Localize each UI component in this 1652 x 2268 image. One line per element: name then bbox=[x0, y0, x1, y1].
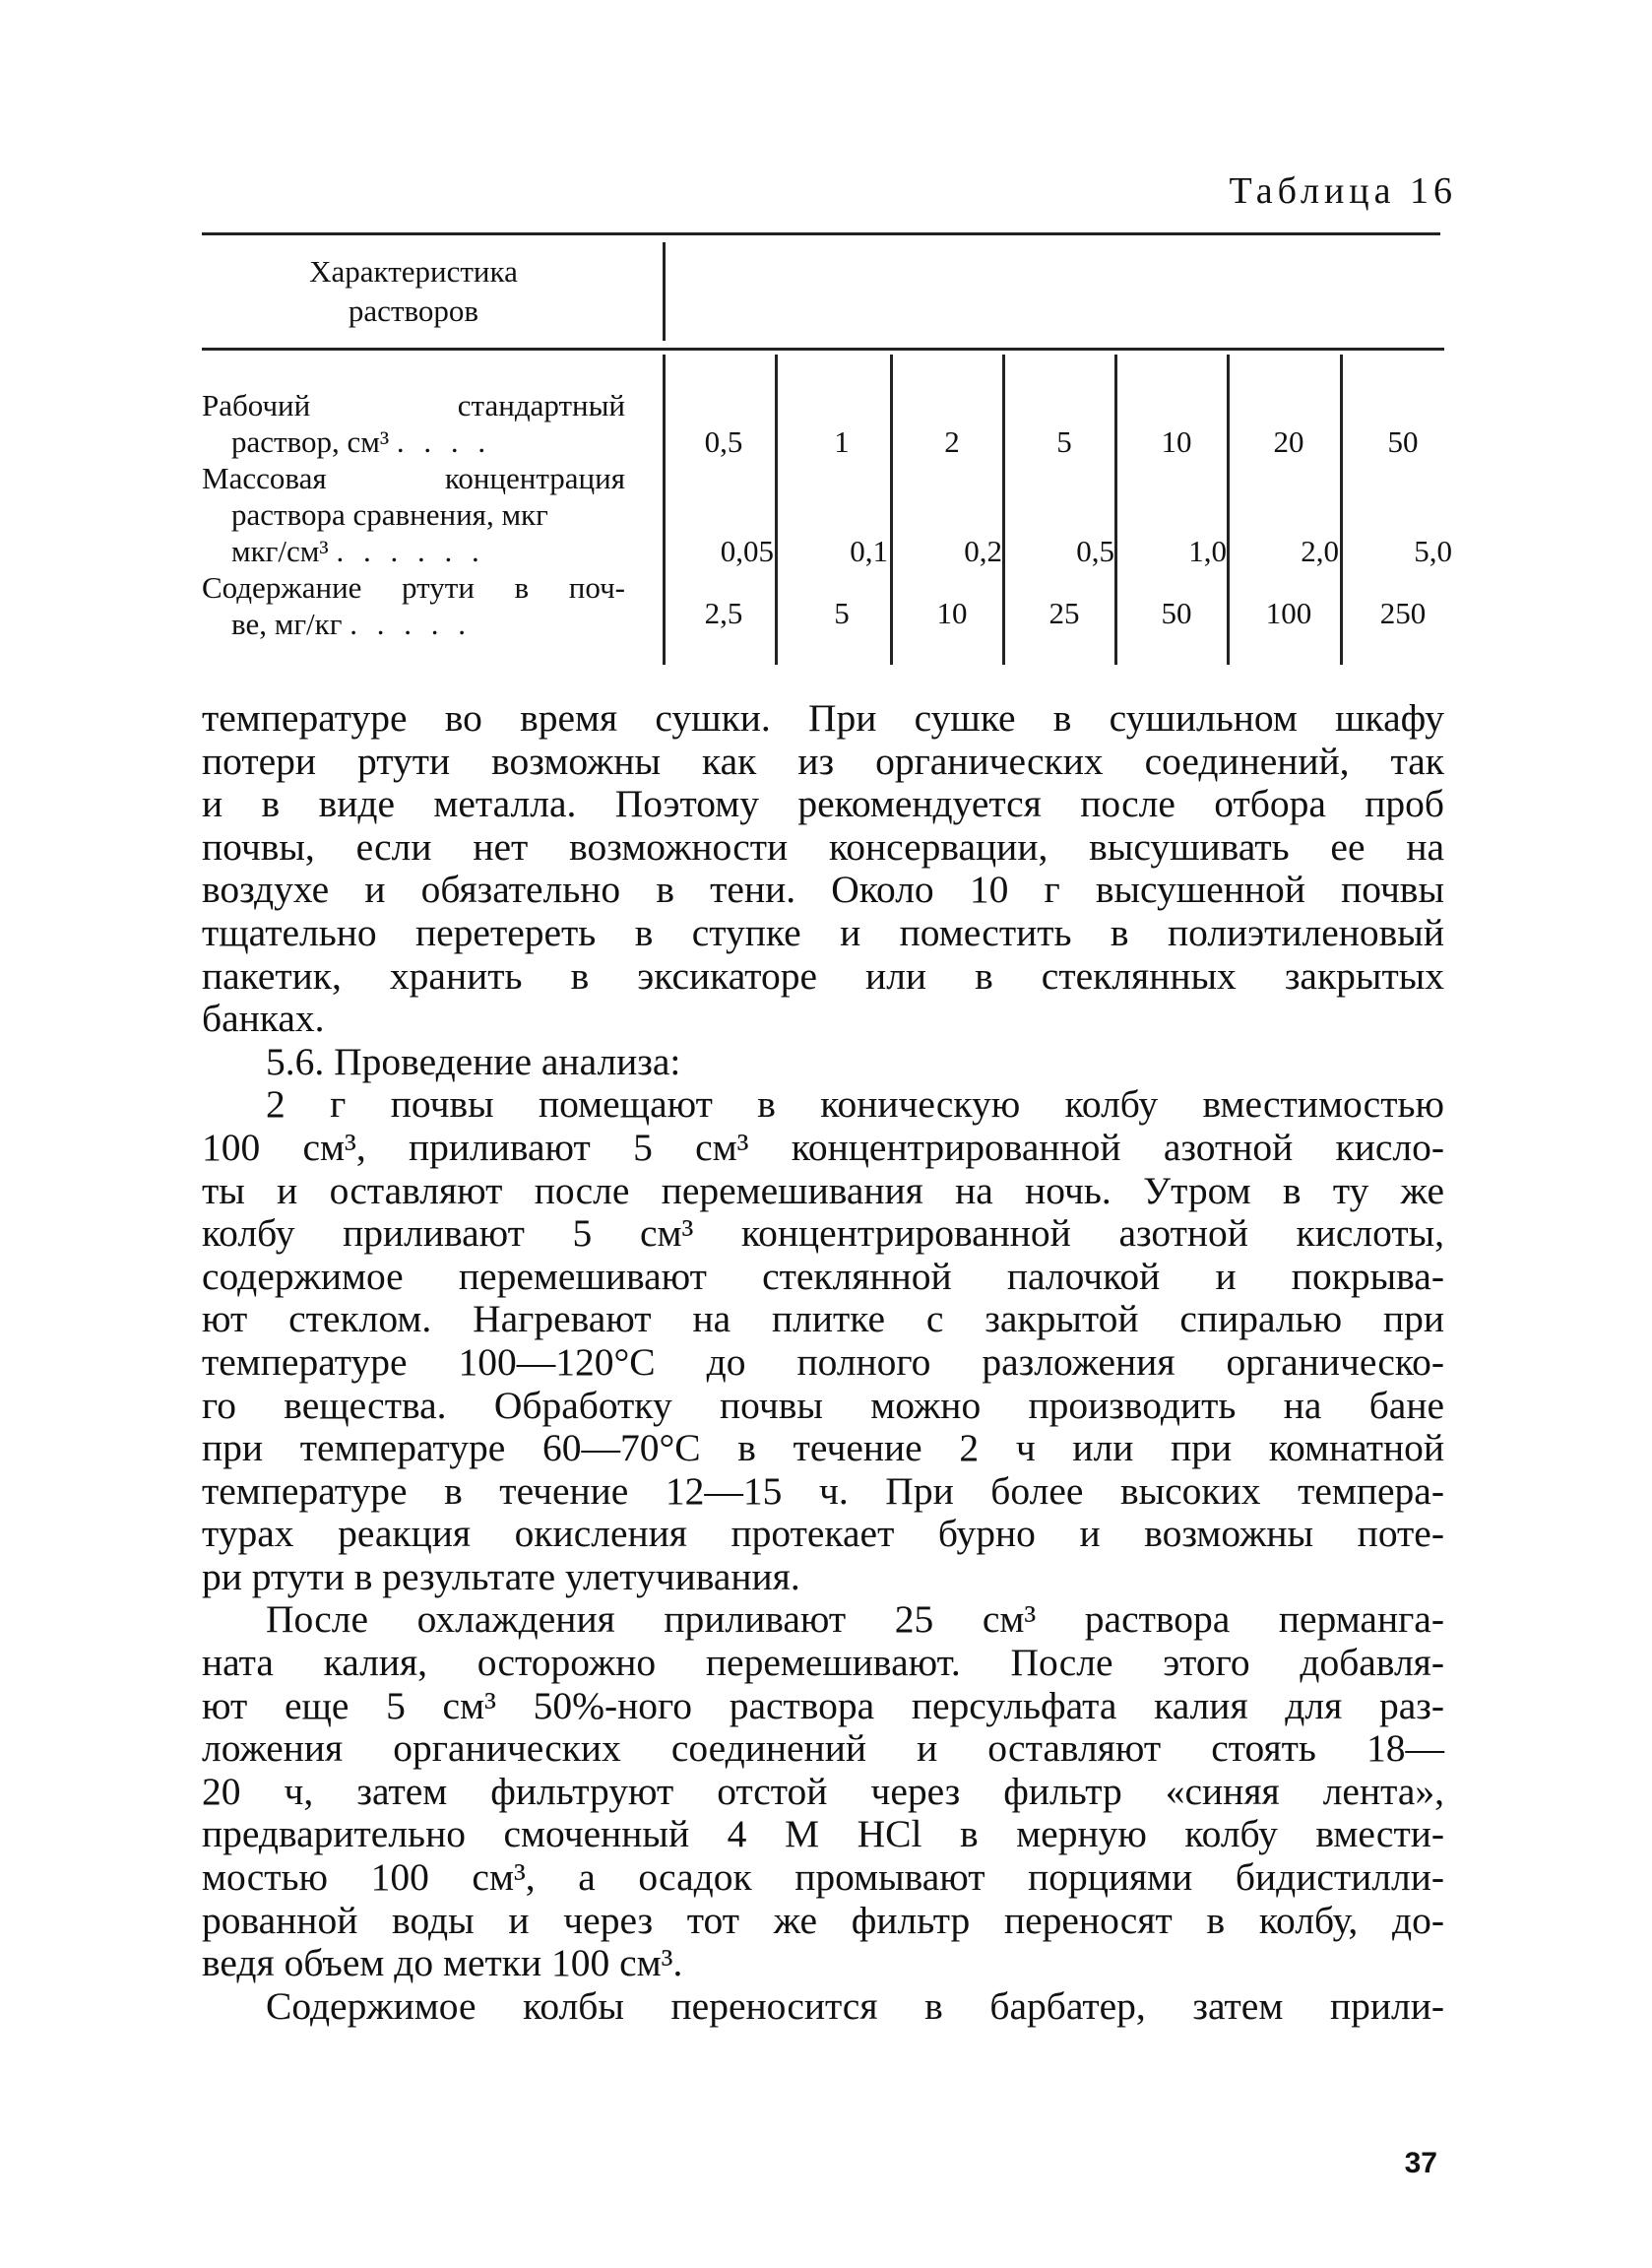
table-cell: 10 bbox=[1161, 424, 1192, 459]
body-line: турах реакция окисления протекает бурно и возможны поте- bbox=[202, 1512, 1444, 1556]
body-line: ты и оставляют после перемешивания на ночь. Утром в ту же bbox=[202, 1168, 1444, 1212]
table-caption: Таблица 16 bbox=[1229, 170, 1457, 212]
section-heading: 5.6. Проведение анализа: bbox=[266, 1039, 681, 1083]
body-line: 2 г почвы помещают в коническую колбу вместимостью bbox=[266, 1082, 1444, 1127]
row-label-line: Массовая концентрация bbox=[202, 461, 625, 495]
header-label-line-1: Характеристика bbox=[309, 254, 518, 289]
header-label-line-2: растворов bbox=[348, 293, 479, 328]
table-cell: 2,5 bbox=[704, 596, 743, 630]
page-number: 37 bbox=[1404, 2147, 1437, 2179]
table-row-label bbox=[202, 460, 625, 569]
table-cell: 10 bbox=[936, 596, 968, 630]
table-cell: 0,5 bbox=[1076, 534, 1114, 568]
body-line: колбу приливают 5 см³ концентрированной азотной кислоты, bbox=[202, 1211, 1444, 1256]
table-col-divider bbox=[663, 355, 666, 665]
table-cell: 0,1 bbox=[850, 534, 888, 568]
table-cell: 25 bbox=[1048, 596, 1080, 630]
table-header-rule bbox=[202, 348, 1444, 351]
table-cell: 0,5 bbox=[704, 424, 743, 459]
table-row-label bbox=[202, 569, 625, 642]
body-line: почвы, если нет возможности консервации, высушивать ее на bbox=[202, 824, 1444, 869]
table-top-rule bbox=[202, 232, 1440, 235]
leader-dots: . . . . . . bbox=[336, 534, 485, 568]
row-label-line: раствора сравнения, мкг bbox=[231, 497, 548, 532]
body-text bbox=[202, 697, 1444, 2028]
body-line: потери ртути возможны как из органических соединений, так bbox=[202, 739, 1444, 783]
table-cell: 0,2 bbox=[964, 534, 1002, 568]
body-line: ведя объем до метки 100 см³. bbox=[202, 1941, 683, 1985]
table-cell: 250 bbox=[1379, 596, 1427, 630]
body-line: температуре во время сушки. При сушке в сушильном шкафу bbox=[202, 696, 1444, 740]
table-header-label bbox=[226, 252, 601, 331]
table-cell: 5 bbox=[834, 596, 850, 630]
table-cell: 2 bbox=[944, 424, 960, 459]
body-line: содержимое перемешивают стеклянной палочкой и покрыва- bbox=[202, 1254, 1444, 1298]
body-line: банках. bbox=[202, 997, 325, 1041]
table-cell: 50 bbox=[1161, 596, 1192, 630]
body-line: ната калия, осторожно перемешивают. После этого добавля- bbox=[202, 1641, 1444, 1685]
table-cell: 5 bbox=[1056, 424, 1072, 459]
body-line: предварительно смоченный 4 М НСl в мерную колбу вмести- bbox=[202, 1812, 1444, 1856]
body-line: тщательно перетереть в ступке и поместить в полиэтиленовый bbox=[202, 910, 1444, 954]
body-line: воздухе и обязательно в тени. Около 10 г высушенной почвы bbox=[202, 868, 1444, 912]
row-label-line: раствор, см³ bbox=[231, 424, 390, 459]
body-line: и в виде металла. Поэтому рекомендуется после отбора проб bbox=[202, 782, 1444, 826]
body-line: при температуре 60—70°С в течение 2 ч или при комнатной bbox=[202, 1426, 1444, 1470]
table-cell: 1,0 bbox=[1188, 534, 1227, 568]
body-line: После охлаждения приливают 25 см³ раствора перманга- bbox=[266, 1597, 1444, 1642]
row-label-line: Рабочий стандартный bbox=[202, 388, 625, 422]
body-line: го вещества. Обработку почвы можно производить на бане bbox=[202, 1383, 1444, 1427]
leader-dots: . . . . . bbox=[349, 607, 472, 641]
row-label-line: Содержание ртути в поч- bbox=[202, 570, 625, 605]
leader-dots: . . . . bbox=[396, 424, 492, 459]
body-line: температуре в течение 12—15 ч. При более высоких темпера- bbox=[202, 1468, 1444, 1513]
body-line: ри ртути в результате улетучивания. bbox=[202, 1554, 800, 1598]
body-line: ложения органических соединений и оставляют стоять 18— bbox=[202, 1726, 1444, 1771]
table-cell: 1 bbox=[834, 424, 850, 459]
table-cell: 50 bbox=[1387, 424, 1419, 459]
table-cell: 20 bbox=[1273, 424, 1304, 459]
table-cell: 2,0 bbox=[1301, 534, 1339, 568]
row-label-line: мкг/см³ bbox=[231, 534, 329, 568]
table-cell: 5,0 bbox=[1414, 534, 1452, 568]
body-line: мостью 100 см³, а осадок промывают порциями бидистилли- bbox=[202, 1855, 1444, 1900]
table-cell: 100 bbox=[1265, 596, 1312, 630]
table-header-divider bbox=[663, 242, 666, 341]
body-line: 20 ч, затем фильтруют отстой через фильтр «синяя лента», bbox=[202, 1769, 1444, 1813]
body-line: рованной воды и через тот же фильтр переносят в колбу, до- bbox=[202, 1898, 1444, 1942]
body-line: пакетик, хранить в эксикаторе или в стеклянных закрытых bbox=[202, 953, 1444, 998]
table-row-label bbox=[202, 387, 625, 460]
body-line: температуре 100—120°С до полного разложения органическо- bbox=[202, 1339, 1444, 1384]
body-line: 100 см³, приливают 5 см³ концентрированной азотной кисло- bbox=[202, 1125, 1444, 1169]
row-label-line: ве, мг/кг bbox=[231, 607, 343, 641]
body-line: Содержимое колбы переносится в барбатер, затем прили- bbox=[266, 1983, 1444, 2028]
body-line: ют стеклом. Нагревают на плитке с закрытой спиралью при bbox=[202, 1297, 1444, 1341]
table-cell: 0,05 bbox=[720, 534, 774, 568]
body-line: ют еще 5 см³ 50%-ного раствора персульфата калия для раз- bbox=[202, 1683, 1444, 1727]
